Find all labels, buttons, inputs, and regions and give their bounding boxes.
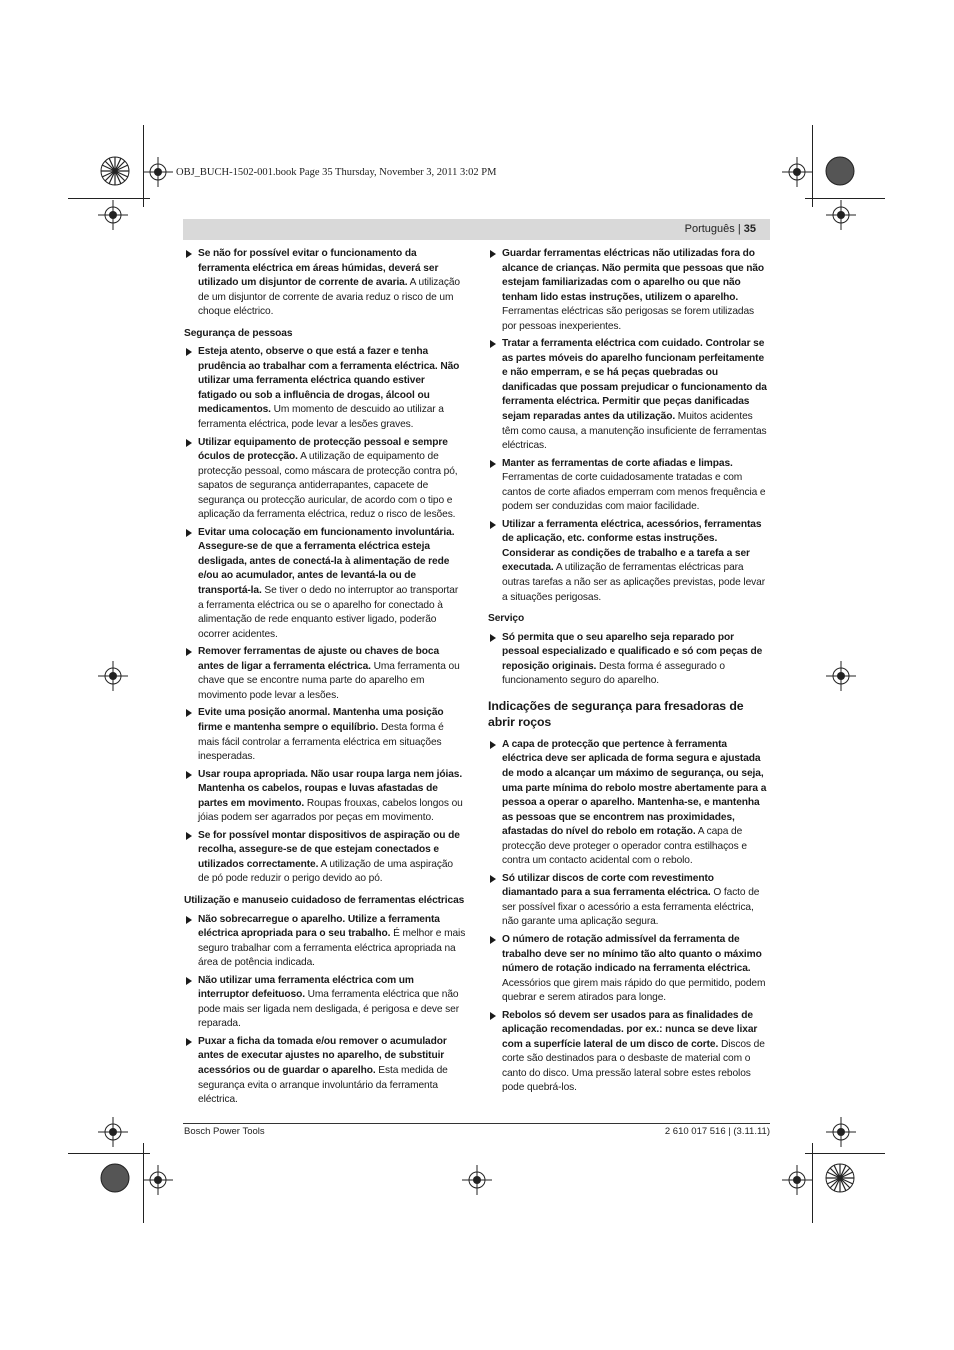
crosshair-mark-icon bbox=[143, 1165, 173, 1195]
bullet-item bbox=[184, 1035, 466, 1108]
crosshair-mark-icon bbox=[462, 1165, 492, 1195]
bullet-triangle-icon bbox=[186, 916, 192, 924]
registration-rosette-icon bbox=[100, 156, 130, 186]
bullet-triangle-icon bbox=[186, 1038, 192, 1046]
bullet-item bbox=[488, 247, 770, 334]
bullet-item bbox=[184, 436, 466, 523]
bullet-body-text: Discos de corte são destinados para o desbaste de material com o canto do disco. Uma pressão lateral sobre estes rebolos pode quebrá-los. bbox=[502, 1038, 765, 1094]
crop-line bbox=[805, 198, 885, 199]
bullet-body-text: Desta forma é mais fácil controlar a ferramenta eléctrica em situações inesperadas. bbox=[198, 721, 444, 763]
subsection-heading: Segurança de pessoas bbox=[184, 327, 293, 339]
bullet-body-text: Acessórios que girem mais rápido do que permitido, podem quebrar e serem atirados para longe. bbox=[502, 977, 766, 1004]
bullet-body-text: O facto de ser possível fixar o acessório a esta ferramenta eléctrica, não garante uma aplicação segura. bbox=[502, 887, 760, 928]
section-heading: Indicações de segurança para fresadoras de abrir roços bbox=[488, 698, 744, 730]
bullet-bold-text: O número de rotação admissível da ferramenta de trabalho deve ser no mínimo tão alto quanto o máximo número de rotação indicado na ferramenta eléctrica. bbox=[502, 933, 762, 975]
bullet-body-text: Esta medida de segurança evita o arranque involuntário da ferramenta eléctrica. bbox=[198, 1064, 448, 1106]
bullet-item bbox=[488, 738, 770, 869]
bullet-bold-text: Esteja atento, observe o que está a fazer e tenha prudência ao trabalhar com a ferramenta eléctrica. Não utilizar uma ferramenta eléctrica quando estiver fatigado ou sob a influência de drogas, álcool ou medicamentos. bbox=[198, 346, 460, 416]
bullet-item bbox=[184, 974, 466, 1032]
bullet-body-text: Um momento de descuido ao utilizar a ferramenta eléctrica, pode levar a lesões graves. bbox=[198, 404, 444, 431]
registration-rosette-icon bbox=[825, 1163, 855, 1193]
language-label: Português | bbox=[684, 223, 744, 235]
bullet-body-text: Desta forma é assegurado o funcionamento seguro do aparelho. bbox=[502, 660, 725, 687]
crosshair-mark-icon bbox=[826, 1117, 856, 1147]
bullet-item bbox=[488, 518, 770, 605]
bullet-item bbox=[184, 345, 466, 432]
bullet-triangle-icon bbox=[186, 348, 192, 356]
bullet-triangle-icon bbox=[490, 460, 496, 468]
crosshair-mark-icon bbox=[826, 200, 856, 230]
bullet-triangle-icon bbox=[490, 521, 496, 529]
bullet-body-text: É melhor e mais seguro trabalhar com a ferramenta eléctrica apropriada na área de potência indicada. bbox=[198, 928, 466, 969]
bullet-triangle-icon bbox=[186, 250, 192, 258]
bullet-item bbox=[184, 645, 466, 703]
bullet-body-text: Ferramentas eléctricas são perigosas se forem utilizadas por pessoas inexperientes. bbox=[502, 306, 755, 332]
crosshair-mark-icon bbox=[826, 661, 856, 691]
footer-divider bbox=[183, 1123, 770, 1124]
bullet-item bbox=[184, 768, 466, 826]
bullet-item bbox=[488, 872, 770, 930]
bullet-body-text: Roupas frouxas, cabelos longos ou jóias podem ser agarrados por peças em movimento. bbox=[198, 797, 463, 824]
bullet-body-text: A utilização de uma aspiração de pó pode reduzir o perigo devido ao pó. bbox=[198, 858, 453, 885]
bullet-bold-text: Usar roupa apropriada. Não usar roupa larga nem jóias. Mantenha os cabelos, roupas e luvas afastadas de partes em movimento. bbox=[198, 768, 463, 809]
bullet-body-text: Uma ferramenta ou chave que se encontre numa parte do aparelho em movimento pode levar a lesões. bbox=[198, 660, 460, 701]
bullet-bold-text: Só permita que o seu aparelho seja reparado por pessoal especializado e qualificado e só com peças de reposição originais. bbox=[502, 631, 763, 672]
footer-doc-number: 2 610 017 516 | (3.11.11) bbox=[664, 1126, 770, 1137]
footer-brand: Bosch Power Tools bbox=[184, 1126, 265, 1137]
bullet-bold-text: Puxar a ficha da tomada e/ou remover o acumulador antes de executar ajustes no aparelho, de substituir acessórios ou de guardar o aparelho. bbox=[198, 1035, 447, 1076]
bullet-triangle-icon bbox=[186, 648, 192, 656]
crop-line bbox=[812, 125, 813, 207]
registration-dot-icon bbox=[825, 156, 855, 186]
bullet-triangle-icon bbox=[186, 709, 192, 717]
bullet-body-text: A utilização de equipamento de protecção pessoal, como máscara de protecção contra pó, sapatos de segurança antiderrapantes, capacete de segurança ou protecção auricular, de acordo com o tipo e aplicação da ferramenta eléctrica, reduz o risco de lesões. bbox=[198, 451, 458, 521]
bullet-triangle-icon bbox=[490, 1012, 496, 1020]
registration-dot-icon bbox=[100, 1163, 130, 1193]
bullet-body-text: A utilização de um disjuntor de corrente de avaria reduz o risco de um choque eléctrico. bbox=[198, 277, 460, 318]
page-header-bar bbox=[183, 219, 770, 240]
bullet-item bbox=[488, 457, 770, 515]
bullet-triangle-icon bbox=[490, 340, 496, 348]
bullet-bold-text: Tratar a ferramenta eléctrica com cuidado. Controlar se as partes móveis do aparelho funcionam perfeitamente e não emperram, e se há peças quebradas ou danificadas que possam prejudicar o funcionamento da ferramenta eléctrica. Permitir que peças danificadas sejam reparadas antes da utilização. bbox=[502, 338, 767, 423]
bullet-triangle-icon bbox=[490, 875, 496, 883]
bullet-bold-text: Evite uma posição anormal. Mantenha uma posição firme e mantenha sempre o equilíbrio. bbox=[198, 707, 444, 733]
crop-line bbox=[143, 1143, 144, 1223]
page-header-label bbox=[685, 223, 756, 235]
bullet-item bbox=[184, 526, 466, 642]
bullet-item bbox=[488, 1009, 770, 1096]
bullet-bold-text: Utilizar a ferramenta eléctrica, acessórios, ferramentas de aplicação, etc. conforme estas instruções. Considerar as condições de trabalho e a tarefa a ser executada. bbox=[502, 518, 762, 574]
crop-line bbox=[805, 1153, 885, 1154]
bullet-bold-text: Utilizar equipamento de protecção pessoal e sempre óculos de protecção. bbox=[198, 436, 448, 463]
bullet-triangle-icon bbox=[186, 529, 192, 537]
bullet-body-text: Ferramentas de corte cuidadosamente tratadas e com cantos de corte afiados emperram com menos frequência e podem ser conduzidas com maior facilidade. bbox=[502, 472, 766, 513]
bullet-triangle-icon bbox=[186, 439, 192, 447]
bullet-bold-text: Remover ferramentas de ajuste ou chaves de boca antes de ligar a ferramenta eléctrica. bbox=[198, 646, 440, 672]
bullet-item bbox=[184, 247, 466, 320]
bullet-bold-text: Não sobrecarregue o aparelho. Utilize a ferramenta eléctrica apropriada para o seu trabalho. bbox=[198, 913, 440, 940]
bullet-bold-text: A capa de protecção que pertence à ferramenta eléctrica deve ser aplicada de forma segura e ajustada de modo a alcançar um máximo de segurança, ou seja, uma parte mínima do rebolo mostre abertamente para a pessoa a operar o aparelho. Mantenha-se, e mantenha as pessoas que se encontrem nas proximidades, afastadas do nível do rebolo em rotação. bbox=[502, 738, 767, 838]
bullet-item bbox=[488, 337, 770, 453]
bullet-triangle-icon bbox=[490, 741, 496, 749]
left-column bbox=[184, 247, 466, 1111]
bullet-body-text: Muitos acidentes têm como causa, a manutenção insuficiente de ferramentas eléctricas. bbox=[502, 411, 767, 452]
bullet-item bbox=[488, 933, 770, 1006]
bullet-item bbox=[184, 829, 466, 887]
bullet-triangle-icon bbox=[186, 977, 192, 985]
bullet-bold-text: Não utilizar uma ferramenta eléctrica com um interruptor defeituoso. bbox=[198, 974, 414, 1001]
bullet-body-text: Se tiver o dedo no interruptor ao transportar a ferramenta eléctrica ou se o aparelho for conectado à alimentação de rede enquanto estiver ligado, poderão ocorrer acidentes. bbox=[198, 585, 459, 640]
bullet-body-text: A utilização de ferramentas eléctricas para outras tarefas a não ser as aplicações previstas, pode levar a situações perigosas. bbox=[502, 562, 765, 603]
crosshair-mark-icon bbox=[782, 157, 812, 187]
bullet-bold-text: Se não for possível evitar o funcionamento da ferramenta eléctrica em áreas húmidas, deverá ser utilizado um disjuntor de corrente de avaria. bbox=[198, 248, 439, 289]
crosshair-mark-icon bbox=[143, 157, 173, 187]
crop-line bbox=[143, 125, 144, 207]
bullet-triangle-icon bbox=[490, 936, 496, 944]
crosshair-mark-icon bbox=[98, 1117, 128, 1147]
right-column bbox=[488, 247, 770, 1099]
bullet-bold-text: Evitar uma colocação em funcionamento involuntária. Assegure-se de que a ferramenta eléctrica esteja desligada, antes de conectá-la à alimentação de rede e/ou ao acumulador, antes de levantá-la ou de transportá-la. bbox=[198, 526, 455, 597]
page-number: 35 bbox=[743, 223, 756, 235]
bullet-body-text: Uma ferramenta eléctrica que não pode mais ser ligada nem desligada, é perigosa e deve ser reparada. bbox=[198, 989, 460, 1030]
crop-line bbox=[68, 1153, 150, 1154]
crosshair-mark-icon bbox=[98, 200, 128, 230]
bullet-triangle-icon bbox=[186, 832, 192, 840]
crop-line bbox=[812, 1143, 813, 1223]
bullet-triangle-icon bbox=[186, 771, 192, 779]
bullet-item bbox=[184, 913, 466, 971]
bullet-bold-text: Guardar ferramentas eléctricas não utilizadas fora do alcance de crianças. Não permita que pessoas que não estejam familiarizadas com o aparelho ou que não tenham lido estas instruções, utilizem o aparelho. bbox=[502, 248, 765, 303]
crop-line bbox=[68, 198, 150, 199]
print-header: OBJ_BUCH-1502-001.book Page 35 Thursday, November 3, 2011 3:02 PM bbox=[176, 167, 497, 178]
bullet-item bbox=[184, 706, 466, 764]
bullet-bold-text: Rebolos só devem ser usados para as finalidades de aplicação recomendadas. por ex.: nunca se deve lixar com a superfície lateral de um disco de corte. bbox=[502, 1009, 758, 1050]
bullet-body-text: A capa de protecção deve proteger o operador contra estilhaços e contra um contacto acidental com o rebolo. bbox=[502, 826, 747, 867]
bullet-triangle-icon bbox=[490, 250, 496, 258]
bullet-bold-text: Manter as ferramentas de corte afiadas e limpas. bbox=[502, 457, 733, 469]
crosshair-mark-icon bbox=[782, 1165, 812, 1195]
subsection-heading: Serviço bbox=[488, 613, 525, 625]
bullet-triangle-icon bbox=[490, 634, 496, 642]
bullet-bold-text: Só utilizar discos de corte com revestimento diamantado para a sua ferramenta eléctrica. bbox=[502, 872, 714, 899]
crosshair-mark-icon bbox=[98, 661, 128, 691]
bullet-bold-text: Se for possível montar dispositivos de aspiração ou de recolha, assegure-se de que estejam conectados e utilizados correctamente. bbox=[198, 829, 460, 870]
subsection-heading: Utilização e manuseio cuidadoso de ferramentas eléctricas bbox=[184, 894, 465, 906]
bullet-item bbox=[488, 631, 770, 689]
